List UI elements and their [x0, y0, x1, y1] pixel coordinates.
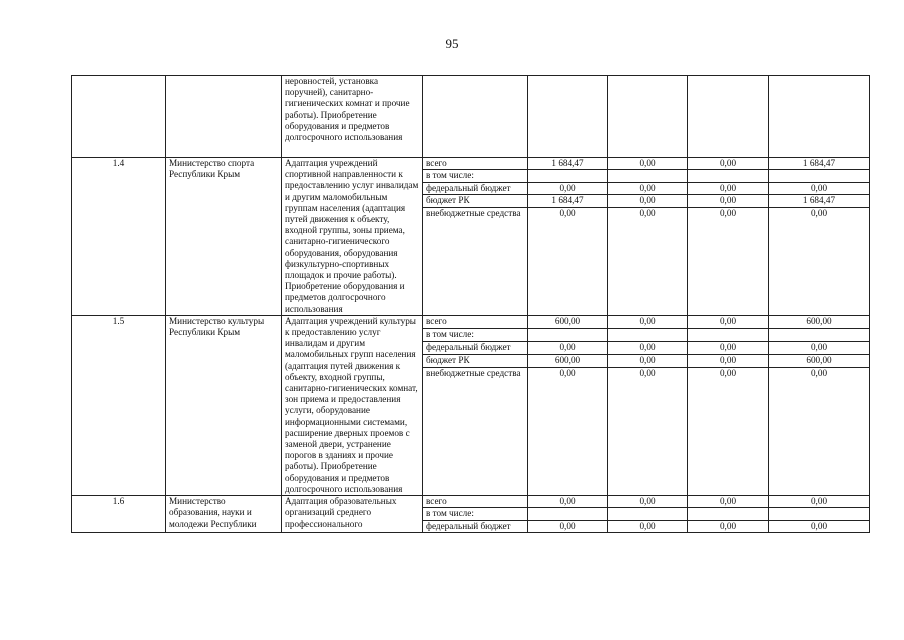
cell-executor: Министерство культуры Республики Крым	[166, 315, 282, 495]
cell-value: 0,00	[769, 182, 870, 194]
cell-value	[528, 170, 608, 182]
cell-value: 1 684,47	[769, 158, 870, 170]
cell-value: 0,00	[528, 341, 608, 354]
cell-value: 0,00	[688, 182, 769, 194]
cell-value	[769, 328, 870, 341]
cell-value	[769, 76, 870, 158]
cell-value	[608, 508, 688, 520]
cell-value: 0,00	[769, 496, 870, 508]
cell-value: 0,00	[608, 355, 688, 368]
page-number: 95	[445, 36, 459, 51]
cell-value: 0,00	[608, 315, 688, 328]
cell-value: 1 684,47	[769, 195, 870, 207]
cell-value: 0,00	[688, 496, 769, 508]
cell-source: всего	[423, 315, 528, 328]
cell-value: 1 684,47	[528, 195, 608, 207]
cell-value	[608, 328, 688, 341]
cell-measure: Адаптация учреждений спортивной направленности к предоставлению услуг инвалидам и другим маломобильным группам населения (адаптация путей движения к объекту, входной группы, зоны приема, санитарно-гигиенического оборудования, оборудования физкультурно-спортивных площадок и прочие работы). Приобретение оборудования и предметов долгосрочного использования	[282, 158, 423, 316]
cell-value	[608, 170, 688, 182]
cell-measure: неровностей, установка поручней), санитарно-гигиенических комнат и прочие работы). Приобретение оборудования и предметов долгосрочного использования	[282, 76, 423, 158]
cell-value: 0,00	[528, 496, 608, 508]
cell-value: 600,00	[769, 315, 870, 328]
table-body	[72, 76, 870, 533]
cell-source: внебюджетные средства	[423, 207, 528, 315]
program-table	[71, 75, 870, 533]
cell-source: федеральный бюджет	[423, 341, 528, 354]
cell-value: 0,00	[528, 207, 608, 315]
table-row	[72, 158, 870, 170]
cell-value	[688, 170, 769, 182]
cell-measure: Адаптация образовательных организаций среднего профессионального	[282, 496, 423, 533]
cell-executor	[166, 76, 282, 158]
cell-source: в том числе:	[423, 328, 528, 341]
cell-value: 0,00	[688, 158, 769, 170]
table-row-continuation	[72, 76, 870, 158]
cell-value: 0,00	[608, 496, 688, 508]
cell-value: 0,00	[688, 315, 769, 328]
cell-value	[528, 508, 608, 520]
table-row	[72, 315, 870, 328]
cell-source: всего	[423, 496, 528, 508]
cell-number	[72, 76, 166, 158]
cell-value	[769, 170, 870, 182]
cell-value: 0,00	[608, 158, 688, 170]
cell-value	[528, 76, 608, 158]
cell-value: 0,00	[528, 520, 608, 532]
cell-value: 0,00	[688, 355, 769, 368]
cell-value: 0,00	[528, 368, 608, 496]
cell-value: 0,00	[608, 207, 688, 315]
cell-value: 0,00	[608, 520, 688, 532]
cell-value: 0,00	[688, 207, 769, 315]
cell-source: федеральный бюджет	[423, 520, 528, 532]
cell-value: 0,00	[688, 368, 769, 496]
cell-value: 0,00	[608, 368, 688, 496]
cell-value: 0,00	[769, 368, 870, 496]
cell-measure: Адаптация учреждений культуры к предоставлению услуг инвалидам и другим маломобильных групп населения (адаптация путей движения к объекту, входной группы, санитарно-гигиенических комнат, зон приема и предоставления услуги, оборудование информационными системами, расширение дверных проемов с заменой двери, устранение порогов в зданиях и прочие работы). Приобретение оборудования и предметов долгосрочного использования	[282, 315, 423, 495]
cell-number: 1.5	[72, 315, 166, 495]
cell-executor: Министерство спорта Республики Крым	[166, 158, 282, 316]
cell-source	[423, 76, 528, 158]
cell-source: в том числе:	[423, 508, 528, 520]
table-row	[72, 496, 870, 508]
cell-value	[688, 328, 769, 341]
cell-number: 1.4	[72, 158, 166, 316]
cell-source: в том числе:	[423, 170, 528, 182]
cell-value	[688, 76, 769, 158]
cell-value	[688, 508, 769, 520]
cell-value: 600,00	[769, 355, 870, 368]
cell-executor: Министерство образования, науки и молодежи Республики	[166, 496, 282, 533]
cell-value	[528, 328, 608, 341]
cell-number: 1.6	[72, 496, 166, 533]
cell-source: внебюджетные средства	[423, 368, 528, 496]
cell-source: федеральный бюджет	[423, 182, 528, 194]
cell-source: всего	[423, 158, 528, 170]
cell-value: 600,00	[528, 315, 608, 328]
cell-value: 0,00	[769, 520, 870, 532]
cell-value: 600,00	[528, 355, 608, 368]
cell-value: 0,00	[688, 195, 769, 207]
cell-value: 0,00	[528, 182, 608, 194]
cell-source: бюджет РК	[423, 355, 528, 368]
cell-value	[769, 508, 870, 520]
cell-value: 0,00	[608, 195, 688, 207]
cell-value	[608, 76, 688, 158]
cell-value: 0,00	[608, 182, 688, 194]
cell-value: 0,00	[688, 341, 769, 354]
cell-value: 1 684,47	[528, 158, 608, 170]
cell-source: бюджет РК	[423, 195, 528, 207]
cell-value: 0,00	[608, 341, 688, 354]
cell-value: 0,00	[769, 207, 870, 315]
cell-value: 0,00	[769, 341, 870, 354]
cell-value: 0,00	[688, 520, 769, 532]
